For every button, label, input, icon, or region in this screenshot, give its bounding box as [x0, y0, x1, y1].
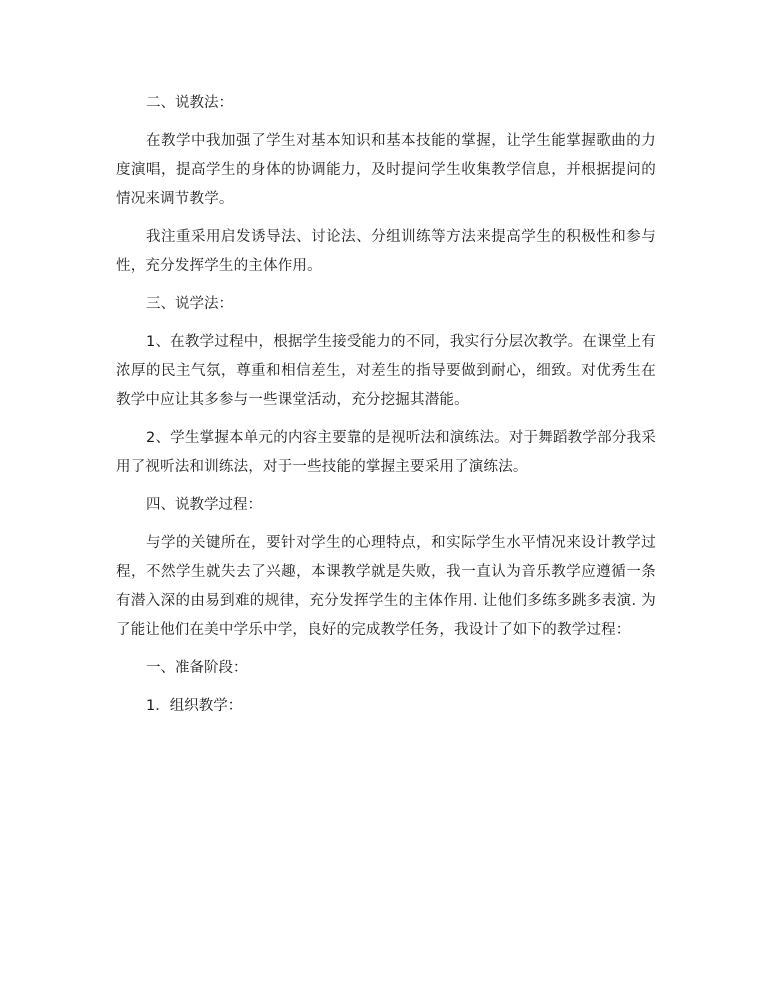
section-heading-teaching-method: 二、说教法：	[146, 95, 233, 111]
paragraph: 2、学生掌握本单元的内容主要靠的是视听法和演练法。对于舞蹈教学部分我采用了视听法和训练法，对于一些技能的掌握主要采用了演练法。	[116, 430, 656, 475]
section-heading-teaching-process: 四、说教学过程：	[146, 497, 262, 513]
paragraph: 与学的关键所在，要针对学生的心理特点，和实际学生水平情况来设计教学过程，不然学生就失去了兴趣，本课教学就是失败，我一直认为音乐教学应遵循一条有潜入深的由易到难的规律，充分发挥学生的主体作用. 让他们多练多跳多表演. 为了能让他们在美中学乐中学，良好的完成教学任务，我设计了如下的教学过程：	[116, 535, 656, 638]
paragraph: 我注重采用启发诱导法、讨论法、分组训练等方法来提高学生的积极性和参与性，充分发挥学生的主体作用。	[116, 229, 656, 274]
subsection-heading-preparation: 一、准备阶段：	[146, 660, 248, 676]
section-heading-learning-method: 三、说学法：	[146, 296, 233, 312]
paragraph: 在教学中我加强了学生对基本知识和基本技能的掌握，让学生能掌握歌曲的力度演唱，提高学生的身体的协调能力，及时提问学生收集教学信息，并根据提问的情况来调节教学。	[116, 133, 656, 207]
paragraph: 1、在教学过程中，根据学生接受能力的不同，我实行分层次教学。在课堂上有浓厚的民主气氛，尊重和相信差生，对差生的指导要做到耐心，细致。对优秀生在教学中应让其多参与一些课堂活动，充分挖掘其潜能。	[116, 334, 656, 408]
document-body	[116, 89, 656, 730]
subsection-heading-organize-teaching: 1．组织教学：	[146, 698, 243, 714]
